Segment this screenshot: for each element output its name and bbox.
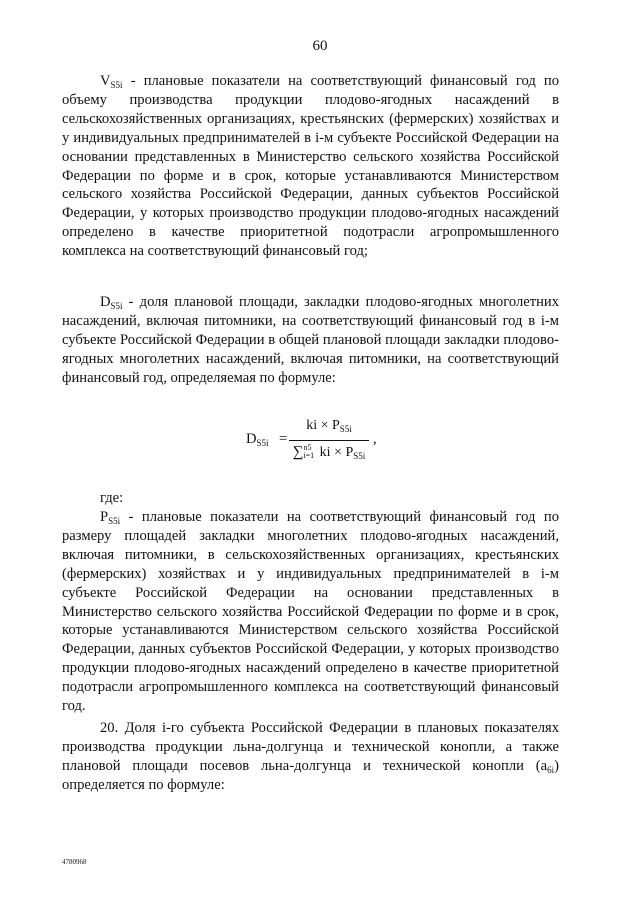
paragraph-text: - доля плановой площади, закладки плодово-ягодных многолетних насаждений, включая питомники, на соответствующий финансовый год в i-м субъекте Российской Федерации в общей плановой площади закладки плодово-ягодных многолетних насаждений, включая питомники, на соответствующий финансовый год, определяемая по формуле: bbox=[62, 294, 559, 386]
formula-d-s5i bbox=[0, 416, 640, 472]
fraction-bar bbox=[289, 440, 369, 441]
formula-numerator: ki × $P_{S5i}$ bbox=[306, 418, 352, 434]
paragraph-item-20 bbox=[62, 719, 559, 795]
var-v-subscript: S5i bbox=[110, 80, 123, 90]
var-d-subscript: S5i bbox=[110, 301, 123, 311]
formula-fraction bbox=[289, 418, 369, 461]
formula-equals: = bbox=[279, 431, 288, 447]
var-p-subscript: S5i bbox=[108, 516, 121, 526]
paragraph-v-s5i bbox=[62, 72, 559, 261]
var-a-subscript: 6i bbox=[547, 764, 555, 775]
paragraph-text: 20. Доля i-го субъекта Российской Федерации в плановых показателях производства продукции льна-долгунца и технической конопли, а также плановой площади посевов льна-долгунца и технической конопли (a bbox=[62, 720, 559, 774]
paragraph-text: - плановые показатели на соответствующий финансовый год по размеру площадей закладки многолетних плодово-ягодных насаждений, включая питомники, в сельскохозяйственных организациях, крестьянских (фермерских) хозяйствах и у индивидуальных предпринимателей в i-м субъекте Российской Федерации на основании представленных в Министерство сельского хозяйства Российской Федерации по форме и в срок, которые устанавливаются Министерством сельского хозяйства Российской Федерации, данных субъектов Российской Федерации, у которых производство продукции плодово-ягодных насаждений определено в качестве приоритетной подотрасли агропромышленного комплекса на соответствующий финансовый год. bbox=[62, 509, 559, 715]
where-label: где: bbox=[100, 490, 124, 506]
sum-limits: n5 i=1 bbox=[303, 443, 315, 460]
formula-denominator: ∑n5 i=1 ki × $P_{S5i}$ bbox=[292, 443, 366, 461]
var-d: D bbox=[100, 294, 111, 310]
paragraph-p-s5i bbox=[62, 508, 559, 716]
var-v: V bbox=[100, 73, 111, 89]
paragraph-d-s5i bbox=[62, 293, 559, 388]
paragraph-tail: ) определяется по формуле: bbox=[62, 757, 559, 793]
sum-symbol: ∑ bbox=[292, 444, 304, 460]
paragraph-text: - плановые показатели на соответствующий финансовый год по объему производства продукции плодово-ягодных насаждений в сельскохозяйственных организациях, крестьянских (фермерских) хозяйствах и у индивидуальных предпринимателей в i-м субъекте Российской Федерации на основании представленных в Министерство сельского хозяйства Российской Федерации по форме и в срок, которые устанавливаются Министерством сельского хозяйства Российской Федерации, данных субъектов Российской Федерации, у которых производство продукции плодово-ягодных насаждений определено в качестве приоритетной подотрасли агропромышленного комплекса на соответствующий финансовый год; bbox=[62, 73, 559, 260]
var-p: P bbox=[100, 509, 109, 525]
formula-comma: , bbox=[373, 431, 377, 447]
formula-lhs: $D_{S5i}$ bbox=[246, 431, 269, 448]
page-number: 60 bbox=[312, 38, 328, 54]
document-code: 4780968 bbox=[62, 858, 87, 866]
